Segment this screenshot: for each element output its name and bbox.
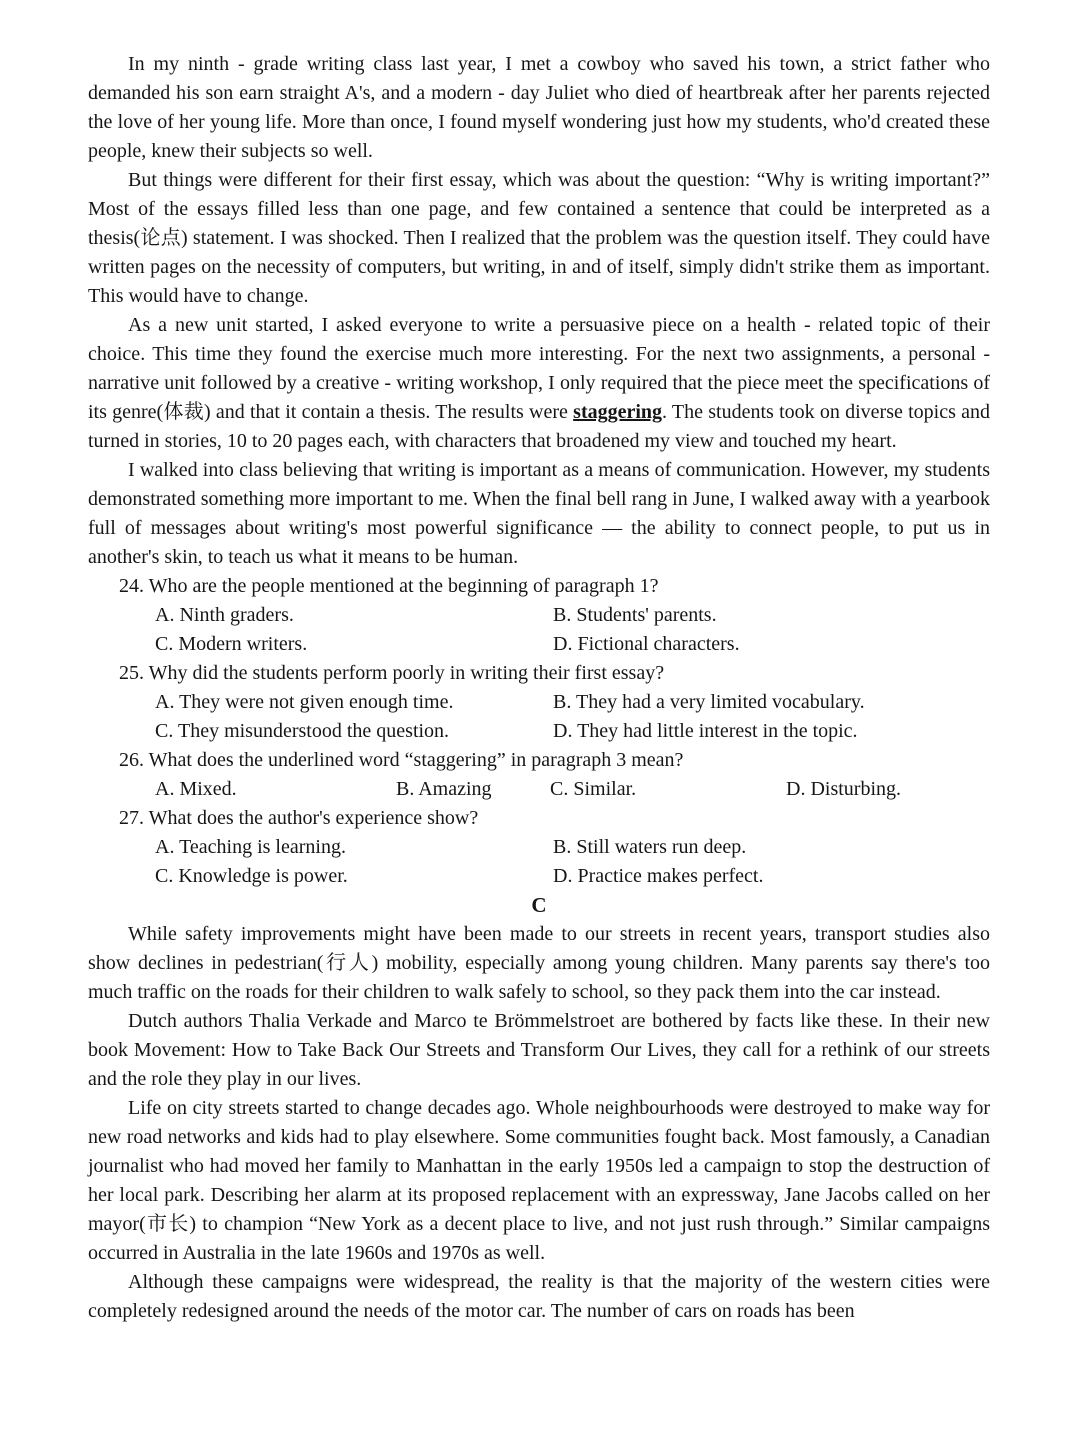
passage-b-paragraph-1: In my ninth - grade writing class last year, I met a cowboy who saved his town, a strict father who demanded his son earn straight A's, and a modern - day Juliet who died of heartbreak after her parents rejected the love of her young life. More than once, I found myself wondering just how my students, who'd created these people, knew their subjects so well. — [88, 53, 990, 162]
question-25-text: Why did the students perform poorly in writing their first essay? — [148, 662, 665, 684]
question-25-stem — [88, 659, 990, 688]
question-27-text: What does the author's experience show? — [148, 807, 479, 829]
question-26-number: 26. — [119, 749, 144, 771]
question-27-option-c: C. Knowledge is power. — [155, 865, 348, 887]
question-26-options-row — [88, 775, 990, 804]
question-25-option-a: A. They were not given enough time. — [155, 691, 454, 713]
section-c-heading: C — [531, 893, 547, 917]
passage-b-paragraph-2: But things were different for their first essay, which was about the question: “Why is writing important?” Most of the essays filled less than one page, and few contained a sentence that could be interpreted as a thesis(论点) statement. I was shocked. Then I realized that the problem was the question itself. They could have written pages on the necessity of computers, but writing, in and of itself, simply didn't strike them as important. This would have to change. — [88, 169, 990, 307]
question-24-option-a: A. Ninth graders. — [155, 604, 294, 626]
question-27-option-b: B. Still waters run deep. — [553, 836, 747, 858]
underlined-word-staggering: staggering — [573, 401, 663, 423]
question-26-option-c: C. Similar. — [550, 778, 637, 800]
question-27-options-row-2 — [88, 862, 990, 891]
question-25-option-d: D. They had little interest in the topic. — [553, 720, 858, 742]
question-27-number: 27. — [119, 807, 144, 829]
question-25 — [88, 659, 990, 746]
question-26-option-d: D. Disturbing. — [786, 778, 901, 800]
question-27-options-row-1 — [88, 833, 990, 862]
question-24-number: 24. — [119, 575, 144, 597]
passage-c-paragraph-2: Dutch authors Thalia Verkade and Marco te Brömmelstroet are bothered by facts like these. In their new book Movement: How to Take Back Our Streets and Transform Our Lives, they call for a rethink of our streets and the role they play in our lives. — [88, 1010, 990, 1090]
question-24-options-row-2 — [88, 630, 990, 659]
passage-b-paragraph-3 — [88, 311, 990, 456]
question-27-option-a: A. Teaching is learning. — [155, 836, 346, 858]
question-24-option-b: B. Students' parents. — [553, 604, 717, 626]
question-26-option-b: B. Amazing — [396, 778, 492, 800]
question-26-text: What does the underlined word “staggering” in paragraph 3 mean? — [148, 749, 684, 771]
passage-b-paragraph-4: I walked into class believing that writing is important as a means of communication. However, my students demonstrated something more important to me. When the final bell rang in June, I walked away with a yearbook full of messages about writing's most powerful significance — the ability to connect people, to put us in another's skin, to teach us what it means to be human. — [88, 459, 990, 568]
passage-c-paragraph-4: Although these campaigns were widespread, the reality is that the majority of the western cities were completely redesigned around the needs of the motor car. The number of cars on roads has been — [88, 1271, 990, 1322]
question-25-option-b: B. They had a very limited vocabulary. — [553, 691, 865, 713]
question-25-number: 25. — [119, 662, 144, 684]
question-24-options-row-1 — [88, 601, 990, 630]
passage-c-paragraph-3: Life on city streets started to change decades ago. Whole neighbourhoods were destroyed to make way for new road networks and kids had to play elsewhere. Some communities fought back. Most famously, a Canadian journalist who had moved her family to Manhattan in the early 1950s led a campaign to stop the destruction of her local park. Describing her alarm at its proposed replacement with an expressway, Jane Jacobs called on her mayor(市长) to champion “New York as a decent place to live, and not just rush through.” Similar campaigns occurred in Australia in the late 1960s and 1970s as well. — [88, 1097, 990, 1264]
paragraph-3-text-before: As a new unit started, I asked everyone to write a persuasive piece on a health - related topic of their choice. This time they found the exercise much more interesting. For the next two assignments, a personal - narrative unit followed by a creative - writing workshop, I only required that the piece meet the specifications of its genre(体裁) and that it contain a thesis. The results were — [88, 314, 990, 423]
question-26-stem — [88, 746, 990, 775]
paragraph-3-text-after: . The students took on diverse topics and turned in stories, 10 to 20 pages each, with characters that broadened my view and touched my heart. — [88, 401, 991, 452]
question-25-options-row-2 — [88, 717, 990, 746]
question-27 — [88, 804, 990, 891]
question-24-text: Who are the people mentioned at the beginning of paragraph 1? — [148, 575, 659, 597]
question-27-option-d: D. Practice makes perfect. — [553, 865, 764, 887]
question-24-option-c: C. Modern writers. — [155, 633, 308, 655]
question-25-options-row-1 — [88, 688, 990, 717]
question-25-option-c: C. They misunderstood the question. — [155, 720, 450, 742]
question-27-stem — [88, 804, 990, 833]
question-24-stem — [88, 572, 990, 601]
question-26-option-a: A. Mixed. — [155, 778, 237, 800]
question-24 — [88, 572, 990, 659]
passage-c-paragraph-1: While safety improvements might have been made to our streets in recent years, transport studies also show declines in pedestrian(行人) mobility, especially among young children. Many parents say there's too much traffic on the roads for their children to walk safely to school, so they pack them into the car instead. — [88, 923, 990, 1003]
question-24-option-d: D. Fictional characters. — [553, 633, 740, 655]
question-26 — [88, 746, 990, 804]
